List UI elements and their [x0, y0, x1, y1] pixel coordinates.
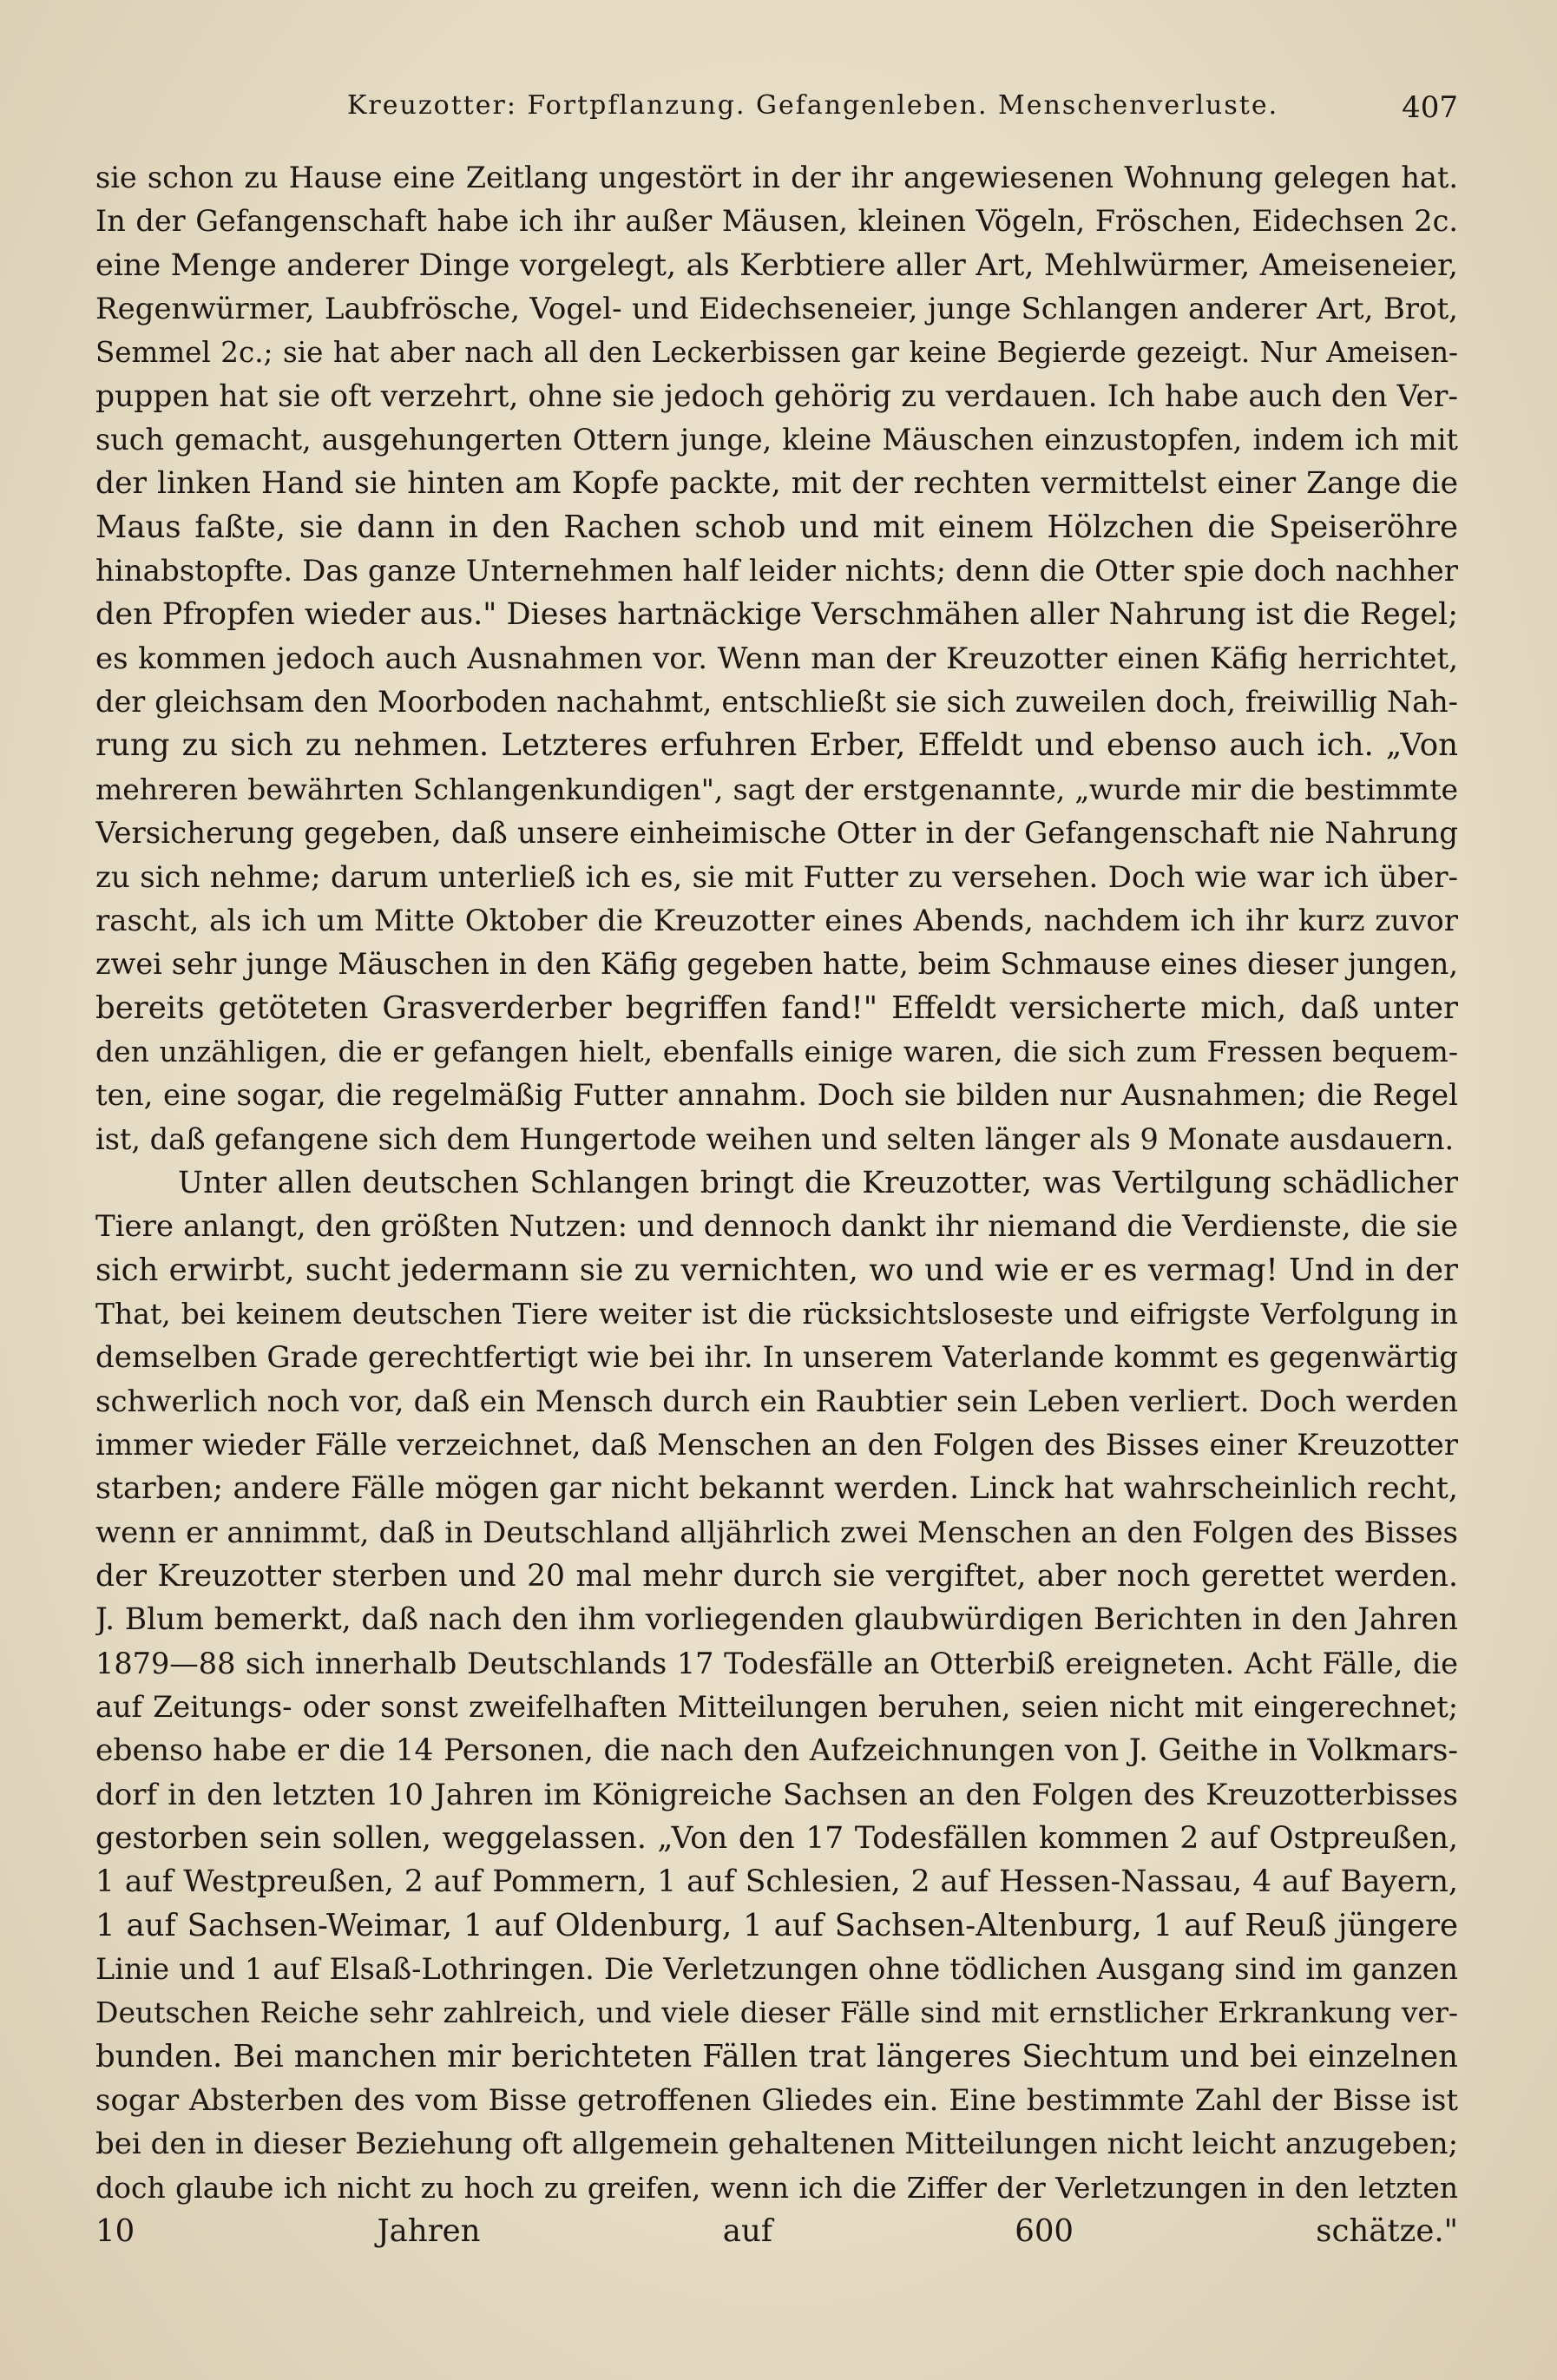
- running-head: Kreuzotter: Fortpflanzung. Gefangenleben. Menschenverluste.: [347, 90, 1279, 121]
- text-line: auf Zeitungs- oder sonst zweifelhaften Mitteilungen beruhen, seien nicht mit eingerechnet;: [95, 1690, 1458, 1725]
- text-line: 1 auf Sachsen-Weimar, 1 auf Oldenburg, 1 auf Sachsen-Altenburg, 1 auf Reuß jüngere: [95, 1907, 1458, 1943]
- text-line: 10 Jahren auf 600 schätze.": [95, 2213, 1458, 2250]
- text-line: immer wieder Fälle verzeichnet, daß Menschen an den Folgen des Bisses einer Kreuzotter: [95, 1427, 1458, 1463]
- text-line: Unter allen deutschen Schlangen bringt die Kreuzotter, was Vertilgung schädlicher: [178, 1165, 1458, 1200]
- text-line: dorf in den letzten 10 Jahren im Königreiche Sachsen an den Folgen des Kreuzotterbisses: [95, 1777, 1458, 1812]
- text-line: rung zu sich zu nehmen. Letzteres erfuhren Erber, Effeldt und ebenso auch ich. „Von: [95, 727, 1458, 764]
- text-line: [95, 2254, 1458, 2298]
- text-line: bereits getöteten Grasverderber begriffen fand!" Effeldt versicherte mich, daß unter: [95, 989, 1458, 1026]
- text-line: ist, daß gefangene sich dem Hungertode weihen und selten länger als 9 Monate ausdauern.: [95, 1121, 1455, 1156]
- text-line: rascht, als ich um Mitte Oktober die Kreuzotter eines Abends, nachdem ich ihr kurz zuvor: [95, 903, 1458, 938]
- text-line: eine Menge anderer Dinge vorgelegt, als Kerbtiere aller Art, Mehlwürmer, Ameiseneier,: [95, 247, 1458, 283]
- text-line: doch glaube ich nicht zu hoch zu greifen, wenn ich die Ziffer der Verletzungen in den letzten: [95, 2170, 1458, 2205]
- text-line: puppen hat sie oft verzehrt, ohne sie jedoch gehörig zu verdauen. Ich habe auch den Ver-: [95, 378, 1458, 414]
- body-text: [95, 156, 1458, 2298]
- text-line: es kommen jedoch auch Ausnahmen vor. Wenn man der Kreuzotter einen Käfig herrichtet,: [95, 641, 1458, 676]
- page-number: 407: [1402, 90, 1458, 125]
- text-line: sie schon zu Hause eine Zeitlang ungestört in der ihr angewiesenen Wohnung gelegen hat.: [95, 161, 1458, 194]
- text-line: den unzähligen, die er gefangen hielt, ebenfalls einige waren, die sich zum Fressen bequem-: [95, 1034, 1458, 1068]
- text-line: starben; andere Fälle mögen gar nicht bekannt werden. Linck hat wahrscheinlich recht,: [95, 1471, 1458, 1507]
- text-line: bunden. Bei manchen mir berichteten Fällen trat längeres Siechtum und bei einzelnen: [95, 2038, 1458, 2074]
- text-line: J. Blum bemerkt, daß nach den ihm vorliegenden glaubwürdigen Berichten in den Jahren: [95, 1602, 1458, 1638]
- text-line: sogar Absterben des vom Bisse getroffenen Gliedes ein. Eine bestimmte Zahl der Bisse ist: [95, 2083, 1458, 2119]
- text-line: zu sich nehme; darum unterließ ich es, sie mit Futter zu versehen. Doch wie war ich über-: [95, 859, 1458, 895]
- text-line: ten, eine sogar, die regelmäßig Futter annahm. Doch sie bilden nur Ausnahmen; die Regel: [95, 1078, 1458, 1114]
- text-line: ebenso habe er die 14 Personen, die nach den Aufzeichnungen von J. Geithe in Volkmars-: [95, 1733, 1458, 1769]
- text-line: gestorben sein sollen, weggelassen. „Von den 17 Todesfällen kommen 2 auf Ostpreußen,: [95, 1821, 1458, 1857]
- text-line: That, bei keinem deutschen Tiere weiter ist die rücksichtsloseste und eifrigste Verfolgung in: [95, 1296, 1458, 1331]
- text-line: zwei sehr junge Mäuschen in den Käfig gegeben hatte, beim Schmause eines dieser jungen,: [95, 947, 1458, 982]
- text-line: In der Gefangenschaft habe ich ihr außer Mäusen, kleinen Vögeln, Fröschen, Eidechsen 2c.: [95, 204, 1458, 239]
- text-line: hinabstopfte. Das ganze Unternehmen half leider nichts; denn die Otter spie doch nachher: [95, 554, 1458, 589]
- text-line: der linken Hand sie hinten am Kopfe packte, mit der rechten vermittelst einer Zange die: [95, 466, 1458, 502]
- text-line: mehreren bewährten Schlangenkundigen", sagt der erstgenannte, „wurde mir die bestimmte: [95, 772, 1458, 806]
- text-line: demselben Grade gerechtfertigt wie bei ihr. In unserem Vaterlande kommt es gegenwärtig: [95, 1340, 1458, 1376]
- text-line: 1 auf Westpreußen, 2 auf Pommern, 1 auf Schlesien, 2 auf Hessen-Nassau, 4 auf Bayern,: [95, 1864, 1458, 1900]
- text-line: schwerlich noch vor, daß ein Mensch durch ein Raubtier sein Leben verliert. Doch werden: [95, 1384, 1458, 1419]
- text-line: Regenwürmer, Laubfrösche, Vogel- und Eidechseneier, junge Schlangen anderer Art, Brot,: [95, 292, 1458, 327]
- page-header: [95, 90, 1458, 142]
- text-line: sich erwirbt, sucht jedermann sie zu vernichten, wo und wie er es vermag! Und in der: [95, 1252, 1458, 1288]
- text-line: such gemacht, ausgehungerten Ottern junge, kleine Mäuschen einzustopfen, indem ich mit: [95, 423, 1458, 457]
- text-line: den Pfropfen wieder aus." Dieses hartnäckige Verschmähen aller Nahrung ist die Regel;: [95, 597, 1458, 633]
- text-line: Linie und 1 auf Elsaß-Lothringen. Die Verletzungen ohne tödlichen Ausgang sind im ganzen: [95, 1952, 1458, 1987]
- text-line: der Kreuzotter sterben und 20 mal mehr durch sie vergiftet, aber noch gerettet werden.: [95, 1559, 1458, 1594]
- text-line: 1879—88 sich innerhalb Deutschlands 17 Todesfälle an Otterbiß ereigneten. Acht Fälle, die: [95, 1646, 1458, 1680]
- text-line: wenn er annimmt, daß in Deutschland alljährlich zwei Menschen an den Folgen des Bisses: [95, 1515, 1458, 1550]
- text-line: Maus faßte, sie dann in den Rachen schob und mit einem Hölzchen die Speiseröhre: [95, 509, 1458, 545]
- text-line: Semmel 2c.; sie hat aber nach all den Leckerbissen gar keine Begierde gezeigt. Nur Ameisen-: [95, 336, 1458, 370]
- text-line: bei den in dieser Beziehung oft allgemein gehaltenen Mitteilungen nicht leicht anzugeben;: [95, 2127, 1458, 2162]
- text-line: Deutschen Reiche sehr zahlreich, und viele dieser Fälle sind mit ernstlicher Erkrankung ver-: [95, 1995, 1458, 2030]
- text-line: der gleichsam den Moorboden nachahmt, entschließt sie sich zuweilen doch, freiwillig Nah-: [95, 685, 1458, 720]
- text-line: Tiere anlangt, den größten Nutzen: und dennoch dankt ihr niemand die Verdienste, die sie: [95, 1209, 1458, 1245]
- text-line: Versicherung gegeben, daß unsere einheimische Otter in der Gefangenschaft nie Nahrung: [95, 816, 1458, 851]
